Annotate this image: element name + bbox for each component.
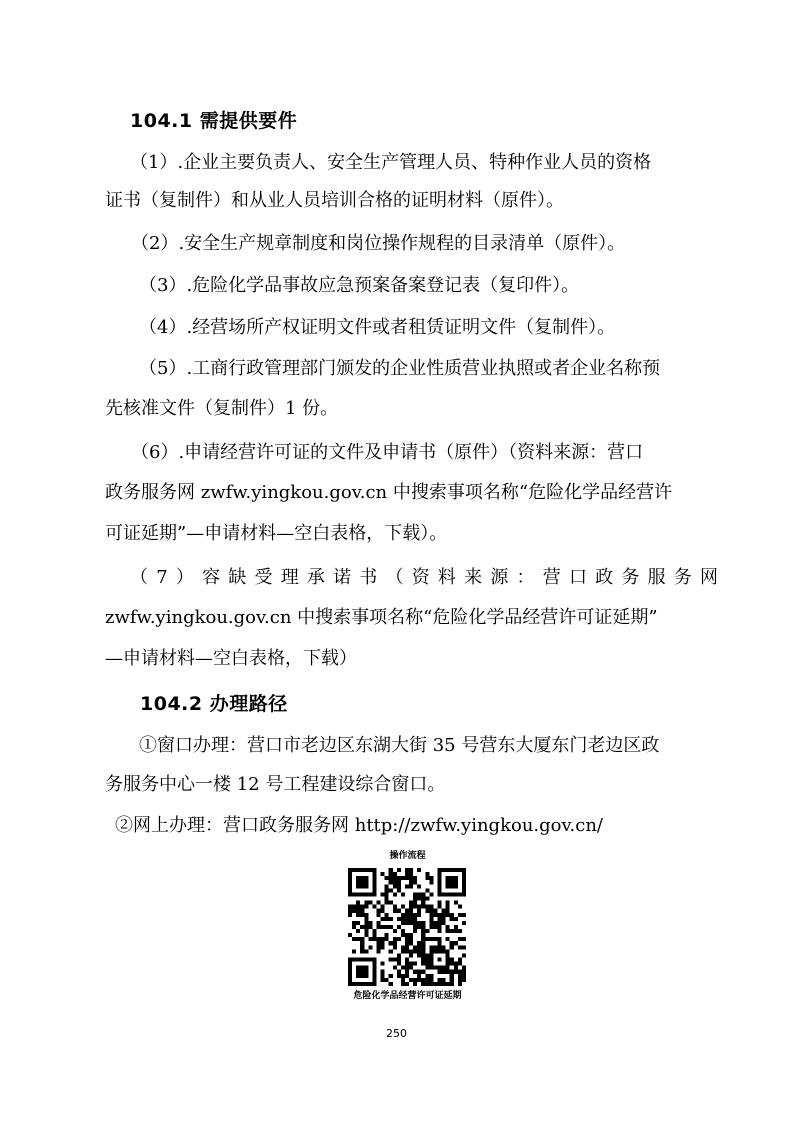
section-heading-104-1: 104.1 需提供要件 <box>130 110 298 132</box>
item-2-line-1: （2）.安全生产规章制度和岗位操作规程的目录清单（原件）。 <box>131 233 626 254</box>
section-heading-104-2: 104.2 办理路径 <box>140 693 288 715</box>
item-7-line-2: zwfw.yingkou.gov.cn 中搜索事项名称“危险化学品经营许可证延期” <box>105 607 658 628</box>
qr-caption-top: 操作流程 <box>389 851 426 861</box>
window-line-1: ①窗口办理：营口市老边区东湖大街 35 号营东大厦东门老边区政 <box>139 735 660 756</box>
online-line: ②网上办理：营口政务服务网 http://zwfw.yingkou.gov.cn/ <box>115 815 603 836</box>
item-3-line-1: （3）.危险化学品事故应急预案备案登记表（复印件）。 <box>139 275 580 296</box>
page-number: 250 <box>386 1027 407 1040</box>
qr-code-icon <box>348 868 466 986</box>
item-6-line-3: 可证延期”—申请材料—空白表格，下载）。 <box>105 523 448 544</box>
item-5-line-1: （5）.工商行政管理部门颁发的企业性质营业执照或者企业名称预 <box>139 358 661 379</box>
item-6-line-1: （6）.申请经营许可证的文件及申请书（原件）（资料来源：营口 <box>131 442 644 463</box>
item-7-line-1: （7）容缺受理承诺书（资料来源：营口政务服务网 <box>130 567 718 588</box>
item-1-line-2: 证书（复制件）和从业人员培训合格的证明材料（原件）。 <box>105 190 564 211</box>
item-5-line-2: 先核准文件（复制件）1 份。 <box>105 398 339 419</box>
item-1-line-1: （1）.企业主要负责人、安全生产管理人员、特种作业人员的资格 <box>130 152 652 173</box>
item-4-line-1: （4）.经营场所产权证明文件或者租赁证明文件（复制件）。 <box>139 317 616 338</box>
item-7-line-3: —申请材料—空白表格，下载） <box>105 648 357 669</box>
item-6-line-2: 政务服务网 zwfw.yingkou.gov.cn 中搜索事项名称“危险化学品经营许 <box>105 482 673 503</box>
qr-caption-bottom: 危险化学品经营许可证延期 <box>353 991 462 1001</box>
window-line-2: 务服务中心一楼 12 号工程建设综合窗口。 <box>105 774 446 795</box>
